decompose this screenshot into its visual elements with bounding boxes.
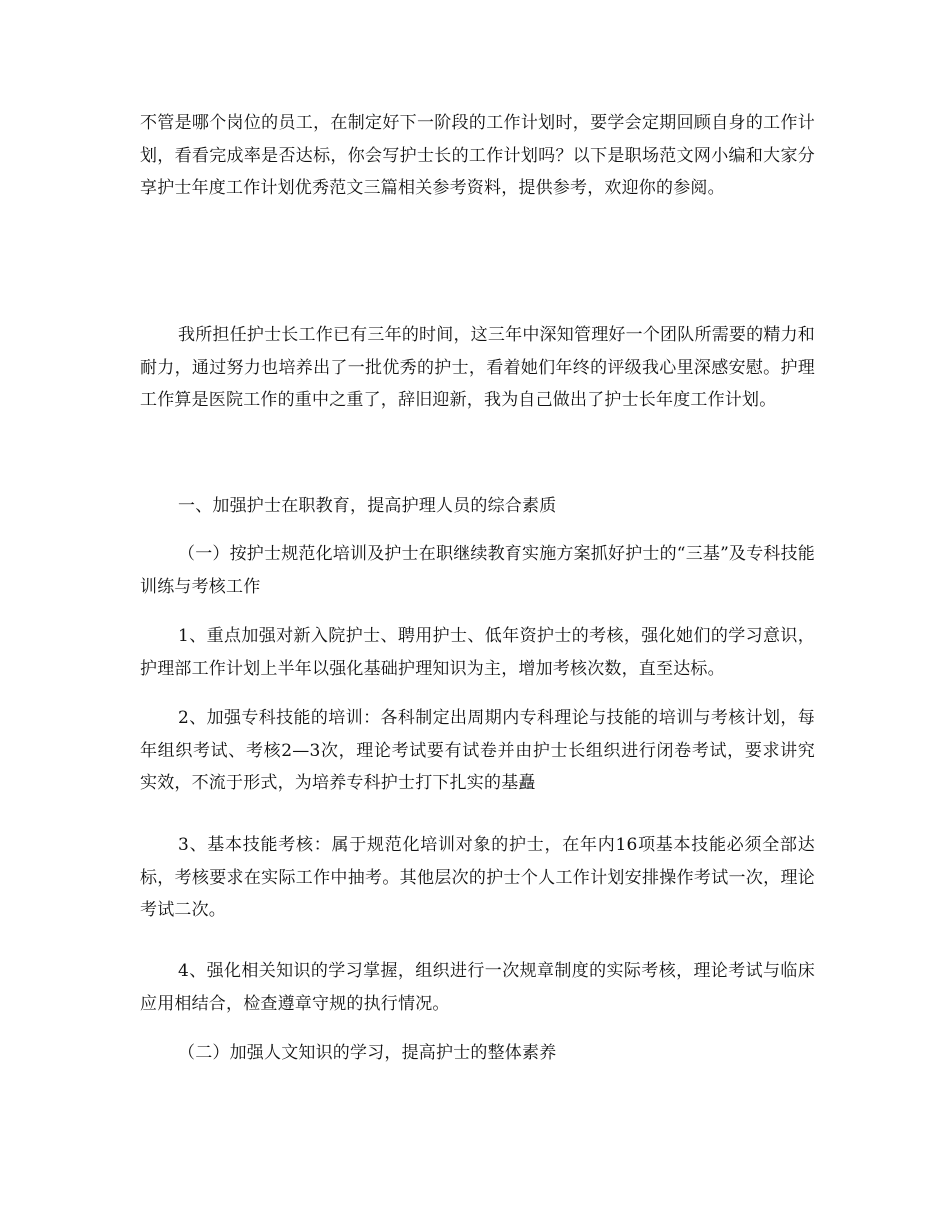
list-item-4: 4、强化相关知识的学习掌握，组织进行一次规章制度的实际考核，理论考试与临床应用相结合，检查遵章守规的执行情况。 bbox=[140, 961, 815, 1014]
intro-paragraph: 不管是哪个岗位的员工，在制定好下一阶段的工作计划时，要学会定期回顾自身的工作计划，看看完成率是否达标，你会写护士长的工作计划吗？以下是职场范文网小编和大家分享护士年度工作计划优秀范文三篇相关参考资料，提供参考，欢迎你的参阅。 bbox=[140, 113, 815, 199]
section-heading-1: 一、加强护士在职教育，提高护理人员的综合素质 bbox=[178, 496, 557, 516]
list-item-3: 3、基本技能考核：属于规范化培训对象的护士，在年内16项基本技能必须全部达标，考核要求在实际工作中抽考。其他层次的护士个人工作计划安排操作考试一次，理论考试二次。 bbox=[140, 835, 815, 921]
subheading-2: （二）加强人文知识的学习，提高护士的整体素养 bbox=[178, 1043, 557, 1063]
paragraph-1: 我所担任护士长工作已有三年的时间，这三年中深知管理好一个团队所需要的精力和耐力，通过努力也培养出了一批优秀的护士，看着她们年终的评级我心里深感安慰。护理工作算是医院工作的重中之重了，辞旧迎新，我为自己做出了护士长年度工作计划。 bbox=[140, 325, 815, 411]
list-item-1: 1、重点加强对新入院护士、聘用护士、低年资护士的考核，强化她们的学习意识，护理部工作计划上半年以强化基础护理知识为主，增加考核次数，直至达标。 bbox=[140, 626, 815, 679]
subheading-1: （一）按护士规范化培训及护士在职继续教育实施方案抓好护士的“三基”及专科技能训练与考核工作 bbox=[140, 544, 815, 597]
list-item-2: 2、加强专科技能的培训：各科制定出周期内专科理论与技能的培训与考核计划，每年组织考试、考核2—3次，理论考试要有试卷并由护士长组织进行闭卷考试，要求讲究实效，不流于形式，为培养专科护士打下扎实的基矗 bbox=[140, 708, 815, 794]
